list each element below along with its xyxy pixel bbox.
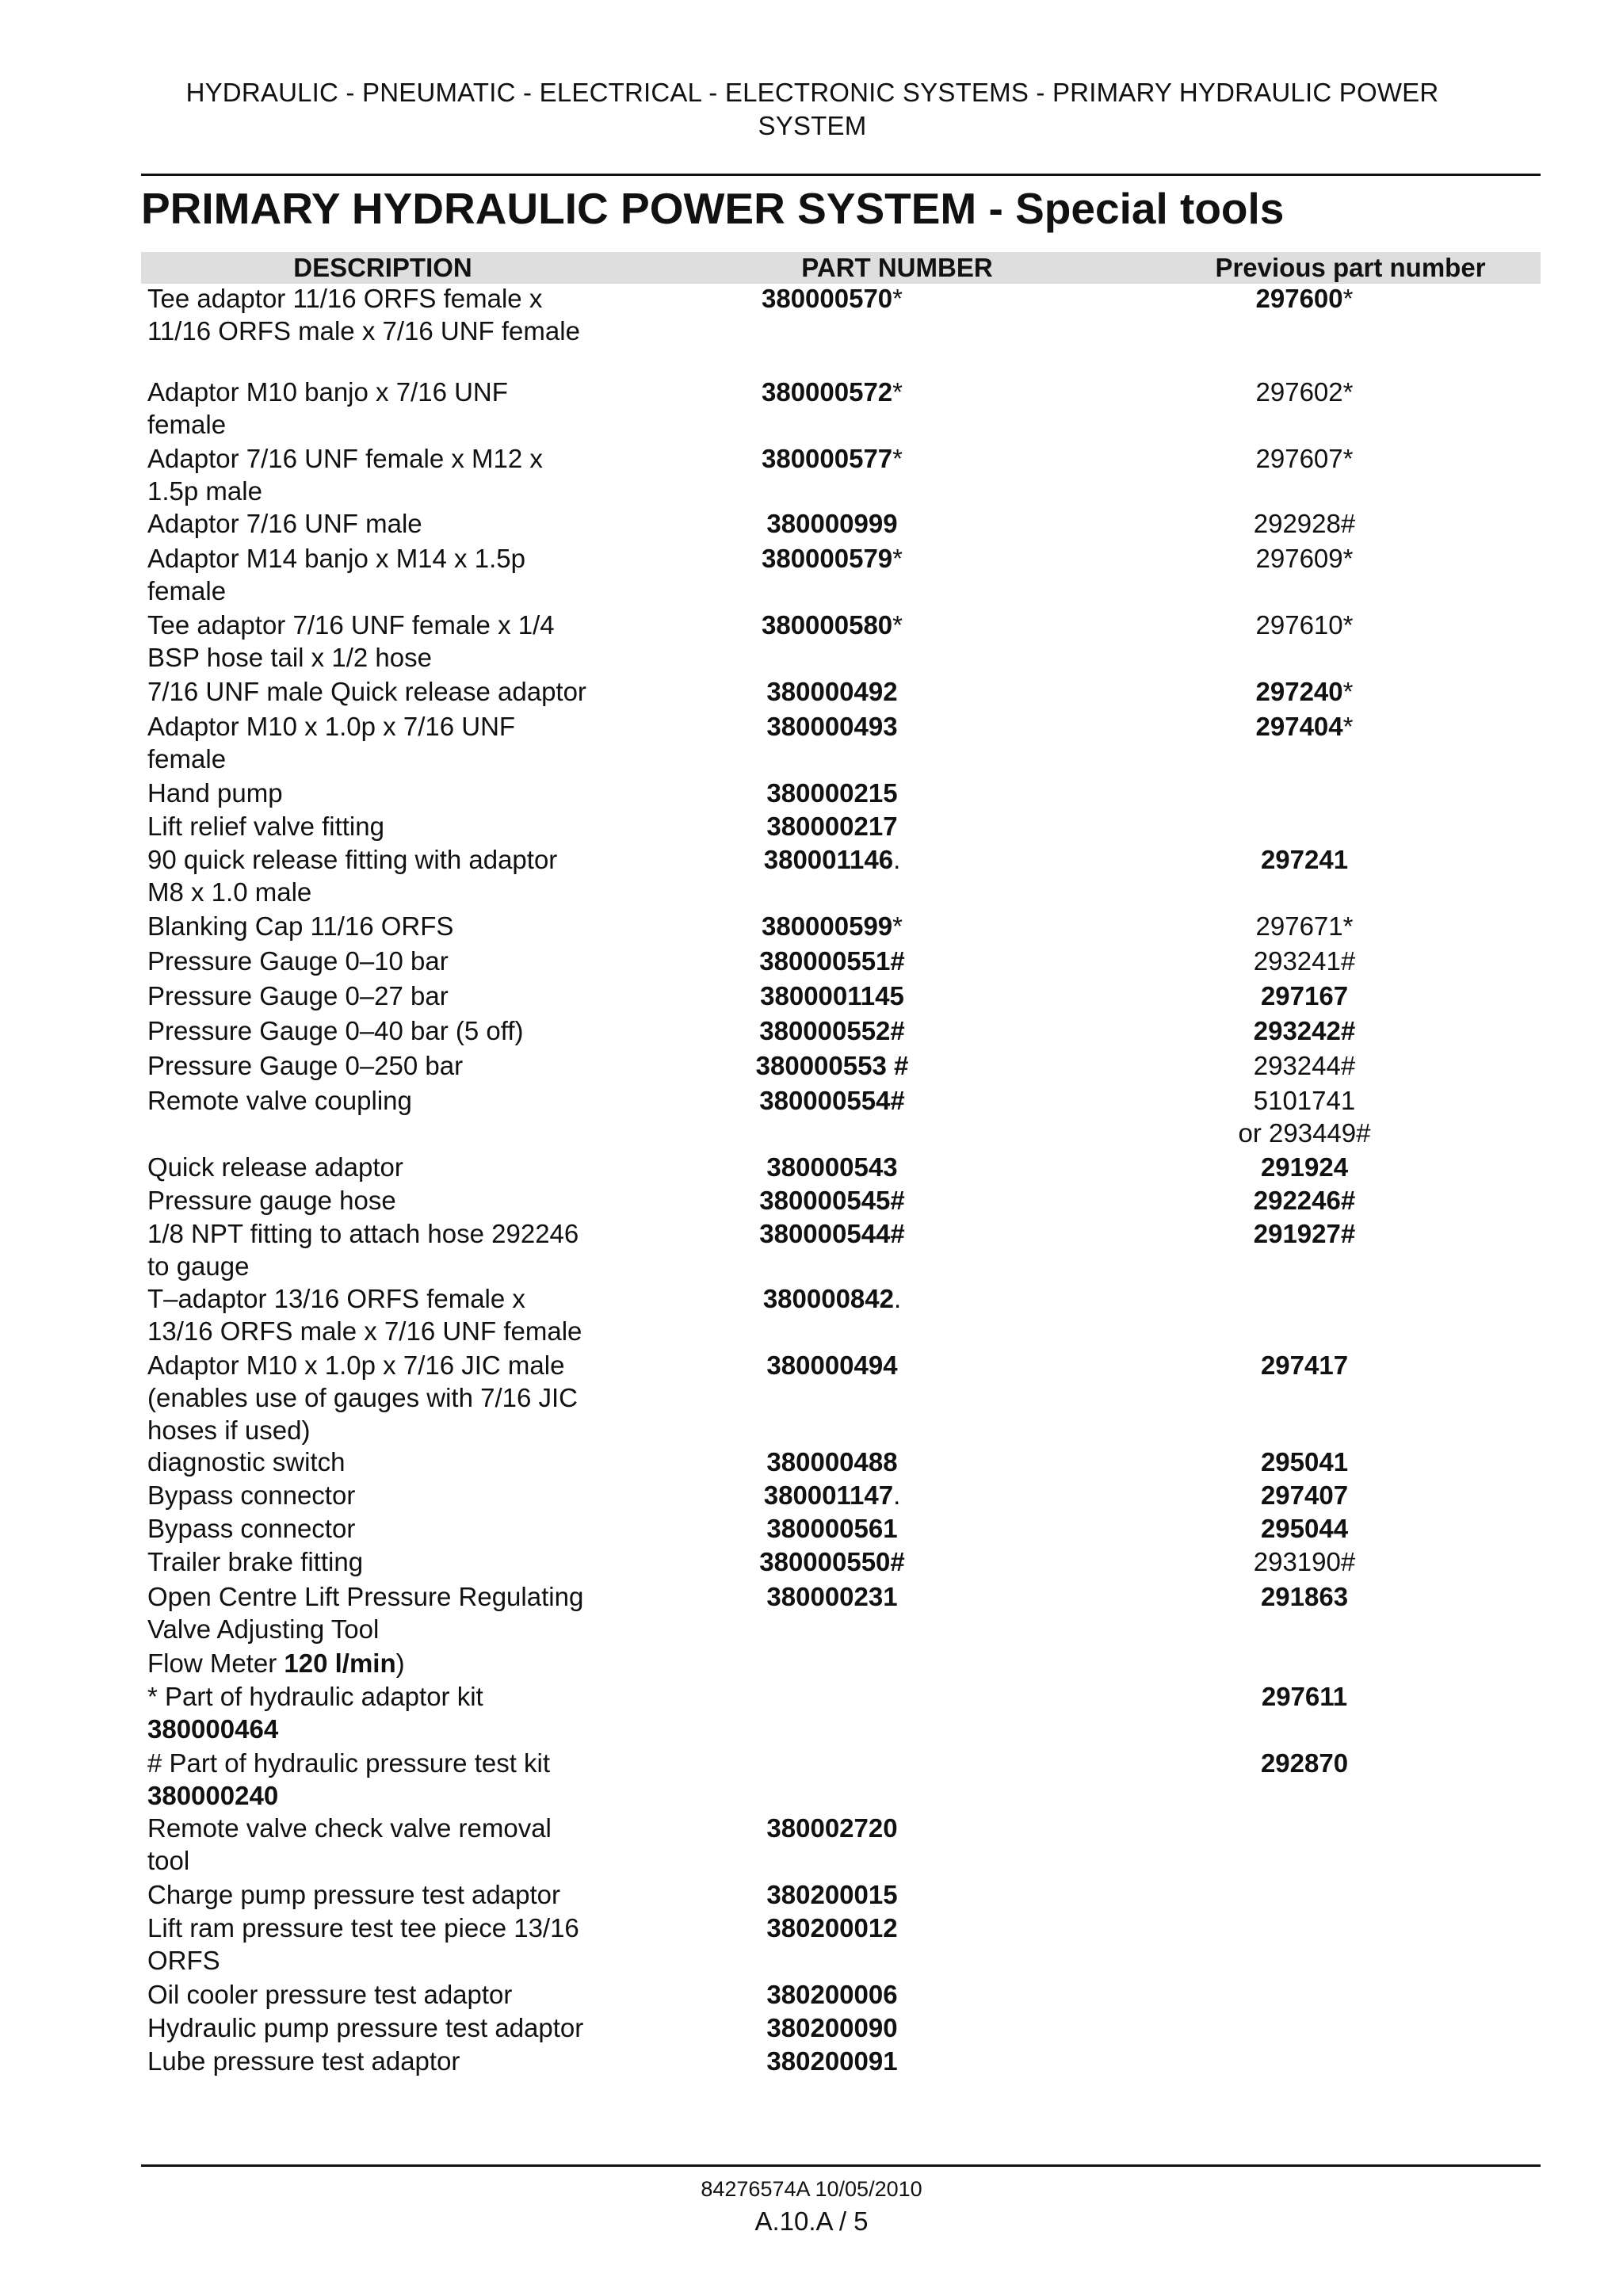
previous-part-number-cell xyxy=(1146,1545,1463,1578)
part-number-cell xyxy=(713,1978,951,2011)
previous-part-number-cell xyxy=(1146,1446,1463,1478)
part-number-cell xyxy=(713,2011,951,2044)
previous-part-number: 297609* xyxy=(1255,544,1354,573)
tool-description xyxy=(147,507,623,540)
previous-part-number-cell xyxy=(1146,1184,1463,1217)
description-text: Oil cooler pressure test adaptor xyxy=(147,1980,513,2009)
previous-part-number: 297611 xyxy=(1261,1682,1348,1711)
description-text: T–adaptor 13/16 ORFS female x 13/16 ORFS male x 7/16 UNF female xyxy=(147,1284,582,1346)
description-text: Remote valve coupling xyxy=(147,1086,412,1115)
tool-description xyxy=(147,2011,623,2044)
previous-part-number: 295044 xyxy=(1260,1514,1349,1543)
part-number: 380000543 xyxy=(766,1152,898,1182)
tool-description xyxy=(147,910,623,942)
previous-part-number-cell xyxy=(1146,1580,1463,1613)
running-header-line2: SYSTEM xyxy=(758,111,867,140)
previous-part-number-cell xyxy=(1146,542,1463,575)
part-number-suffix: * xyxy=(892,284,903,313)
part-number-cell xyxy=(713,376,951,408)
previous-part-number: 291863 xyxy=(1260,1582,1349,1611)
description-text: Quick release adaptor xyxy=(147,1152,403,1182)
part-number: 380002720 xyxy=(766,1813,898,1843)
previous-part-number-cell xyxy=(1146,980,1463,1012)
part-number-cell xyxy=(713,1512,951,1545)
previous-part-number-cell xyxy=(1146,1479,1463,1511)
previous-part-number-cell xyxy=(1146,1217,1463,1250)
description-text: Pressure gauge hose xyxy=(147,1186,396,1215)
part-number: 380001147 xyxy=(763,1480,894,1510)
previous-part-number: 292246# xyxy=(1253,1186,1356,1215)
previous-part-number-cell xyxy=(1146,910,1463,942)
description-text: Lift relief valve fitting xyxy=(147,812,384,841)
tool-description xyxy=(147,1184,623,1217)
description-text: Adaptor M10 x 1.0p x 7/16 UNF female xyxy=(147,712,516,774)
tool-description xyxy=(147,1647,623,1679)
tool-description xyxy=(147,542,623,607)
tool-description xyxy=(147,1580,623,1645)
previous-part-number-cell xyxy=(1146,1049,1463,1082)
previous-part-number-cell xyxy=(1146,1349,1463,1381)
previous-part-number: 297167 xyxy=(1260,981,1349,1010)
tool-description xyxy=(147,282,623,347)
previous-part-number-cell xyxy=(1146,442,1463,475)
tool-description xyxy=(147,1084,623,1117)
description-text: Remote valve check valve removal tool xyxy=(147,1813,552,1875)
part-number-cell xyxy=(713,675,951,708)
part-number-cell xyxy=(713,1545,951,1578)
part-number: 380000544# xyxy=(759,1219,905,1248)
part-number-suffix: . xyxy=(893,1480,901,1510)
part-number: 380000579 xyxy=(761,544,893,573)
part-number-cell xyxy=(713,542,951,575)
previous-part-number: 291927# xyxy=(1253,1219,1356,1248)
previous-part-number: 297407 xyxy=(1260,1480,1349,1510)
part-number: 380200091 xyxy=(766,2046,898,2076)
part-number-cell xyxy=(713,1912,951,1944)
part-number: 380000550# xyxy=(759,1547,905,1576)
tool-description xyxy=(147,945,623,977)
part-number-cell xyxy=(713,1878,951,1911)
column-header-part-number: PART NUMBER xyxy=(801,253,993,282)
page-title: PRIMARY HYDRAULIC POWER SYSTEM - Special tools xyxy=(141,184,1285,233)
part-number-cell xyxy=(713,507,951,540)
previous-part-number-cell xyxy=(1146,1512,1463,1545)
part-number: 380200012 xyxy=(766,1913,898,1943)
previous-part-number: 297417 xyxy=(1260,1350,1349,1380)
description-text: Adaptor 7/16 UNF female x M12 x 1.5p male xyxy=(147,444,543,506)
previous-part-number: 5101741 or 293449# xyxy=(1238,1086,1371,1148)
part-number-cell xyxy=(713,810,951,842)
part-number: 380000494 xyxy=(766,1350,898,1380)
previous-part-number: 297404 xyxy=(1255,712,1343,741)
description-text: Trailer brake fitting xyxy=(147,1547,364,1576)
tool-description xyxy=(147,1049,623,1082)
description-text: Hydraulic pump pressure test adaptor xyxy=(147,2013,584,2042)
description-text: Bypass connector xyxy=(147,1514,356,1543)
previous-part-number-cell xyxy=(1146,843,1463,876)
part-number: 380000554# xyxy=(759,1086,905,1115)
running-header-line1: HYDRAULIC - PNEUMATIC - ELECTRICAL - ELECTRONIC SYSTEMS - PRIMARY HYDRAULIC POWER xyxy=(185,78,1439,107)
part-number: 380000999 xyxy=(766,509,898,538)
tool-description xyxy=(147,442,623,507)
previous-part-number-suffix: * xyxy=(1342,677,1354,706)
part-number-cell xyxy=(713,945,951,977)
description-text: Pressure Gauge 0–250 bar xyxy=(147,1051,464,1080)
previous-part-number: 293242# xyxy=(1253,1016,1356,1045)
part-number: 380000493 xyxy=(766,712,898,741)
part-number-suffix: . xyxy=(893,845,901,874)
description-text: Adaptor 7/16 UNF male xyxy=(147,509,422,538)
part-number-cell xyxy=(713,710,951,743)
description-text: Adaptor M10 banjo x 7/16 UNF female xyxy=(147,377,508,439)
previous-part-number-cell xyxy=(1146,1084,1463,1149)
column-header-previous-part-number: Previous part number xyxy=(1215,253,1486,282)
previous-part-number-suffix: * xyxy=(1342,284,1354,313)
part-number: 380000577 xyxy=(761,444,893,473)
previous-part-number-cell xyxy=(1146,945,1463,977)
previous-part-number: 297607* xyxy=(1255,444,1354,473)
part-number: 380000572 xyxy=(761,377,893,407)
previous-part-number-cell xyxy=(1146,1747,1463,1779)
part-number-cell xyxy=(713,1479,951,1511)
tool-description xyxy=(147,1978,623,2011)
part-number: 380000215 xyxy=(766,778,898,808)
previous-part-number-cell xyxy=(1146,1151,1463,1183)
part-number: 380200015 xyxy=(766,1880,898,1909)
part-number: 380000842 xyxy=(762,1284,894,1313)
previous-part-number: 292870 xyxy=(1260,1748,1349,1778)
part-number-cell xyxy=(713,1446,951,1478)
kit-part-number: 380000464 xyxy=(147,1714,279,1744)
previous-part-number: 297240 xyxy=(1255,677,1343,706)
part-number: 380000561 xyxy=(766,1514,898,1543)
tool-description xyxy=(147,1878,623,1911)
previous-part-number-suffix: * xyxy=(1342,712,1354,741)
footer-rule xyxy=(141,2164,1541,2167)
description-text: Lube pressure test adaptor xyxy=(147,2046,460,2076)
part-number-cell xyxy=(713,1151,951,1183)
tool-description xyxy=(147,1747,623,1812)
part-number-cell xyxy=(713,1812,951,1844)
description-text: Pressure Gauge 0–27 bar xyxy=(147,981,449,1010)
tool-description xyxy=(147,1912,623,1977)
part-number: 380000551# xyxy=(759,946,905,976)
tool-description xyxy=(147,1680,623,1745)
previous-part-number: 297671* xyxy=(1255,911,1354,941)
part-number-cell xyxy=(713,442,951,475)
description-text: Lift ram pressure test tee piece 13/16 ORFS xyxy=(147,1913,579,1975)
tool-description xyxy=(147,810,623,842)
page-number: A.10.A / 5 xyxy=(754,2206,869,2236)
previous-part-number: 295041 xyxy=(1260,1447,1349,1477)
previous-part-number-cell xyxy=(1146,710,1463,743)
tool-description xyxy=(147,1545,623,1578)
part-number-cell xyxy=(713,2045,951,2077)
description-text: Pressure Gauge 0–40 bar (5 off) xyxy=(147,1016,524,1045)
part-number: 380000492 xyxy=(766,677,898,706)
part-number-cell xyxy=(713,1184,951,1217)
part-number-cell xyxy=(713,1580,951,1613)
previous-part-number: 293190# xyxy=(1253,1547,1356,1576)
description-text: Charge pump pressure test adaptor xyxy=(147,1880,560,1909)
previous-part-number-cell xyxy=(1146,1680,1463,1713)
description-text: diagnostic switch xyxy=(147,1447,346,1477)
previous-part-number-cell xyxy=(1146,507,1463,540)
tool-description xyxy=(147,1812,623,1877)
tool-description xyxy=(147,980,623,1012)
description-text: Flow Meter xyxy=(147,1648,285,1678)
part-number-suffix: * xyxy=(892,911,903,941)
part-number: 380000217 xyxy=(766,812,898,841)
part-number: 380000553 # xyxy=(755,1051,909,1080)
part-number-cell xyxy=(713,1049,951,1082)
tool-description xyxy=(147,609,623,674)
document-reference: 84276574A 10/05/2010 xyxy=(701,2177,922,2201)
part-number: 380001146 xyxy=(763,845,894,874)
flow-rate: 120 l/min xyxy=(284,1648,396,1678)
previous-part-number: 297600 xyxy=(1255,284,1343,313)
tool-description xyxy=(147,675,623,708)
description-text: Pressure Gauge 0–10 bar xyxy=(147,946,449,976)
part-number: 380000231 xyxy=(766,1582,898,1611)
tool-description xyxy=(147,376,623,441)
part-number-suffix: * xyxy=(892,610,903,640)
previous-part-number: 292928# xyxy=(1253,509,1356,538)
tool-description xyxy=(147,1282,623,1347)
tool-description xyxy=(147,2045,623,2077)
part-number-cell xyxy=(713,609,951,641)
part-number-cell xyxy=(713,910,951,942)
description-text: Adaptor M10 x 1.0p x 7/16 JIC male (enables use of gauges with 7/16 JIC hoses if used) xyxy=(147,1350,579,1445)
tool-description xyxy=(147,843,623,908)
part-number-suffix: . xyxy=(894,1284,902,1313)
part-number-cell xyxy=(713,1014,951,1047)
description-text: # Part of hydraulic pressure test kit xyxy=(147,1748,551,1778)
part-number-cell xyxy=(713,1349,951,1381)
description-text: 90 quick release fitting with adaptor M8 x 1.0 male xyxy=(147,845,558,907)
part-number-suffix: * xyxy=(892,444,903,473)
part-number-cell xyxy=(713,1282,951,1315)
part-number-suffix: * xyxy=(892,544,903,573)
kit-part-number: 380000240 xyxy=(147,1781,279,1810)
tool-description xyxy=(147,1512,623,1545)
part-number: 380000488 xyxy=(766,1447,898,1477)
part-number-cell xyxy=(713,1084,951,1117)
description-text: 7/16 UNF male Quick release adaptor xyxy=(147,677,586,706)
previous-part-number-cell xyxy=(1146,609,1463,641)
tool-description xyxy=(147,1217,623,1282)
previous-part-number-cell xyxy=(1146,675,1463,708)
previous-part-number: 293244# xyxy=(1253,1051,1356,1080)
previous-part-number: 297241 xyxy=(1260,845,1349,874)
previous-part-number-cell xyxy=(1146,282,1463,315)
tool-description xyxy=(147,710,623,775)
part-number-cell xyxy=(713,777,951,809)
part-number: 380000580 xyxy=(761,610,893,640)
part-number: 380000552# xyxy=(759,1016,905,1045)
part-number-suffix: * xyxy=(892,377,903,407)
tool-description xyxy=(147,1014,623,1047)
part-number: 3800001145 xyxy=(760,981,904,1010)
tool-description xyxy=(147,1446,623,1478)
description-text: Tee adaptor 11/16 ORFS female x 11/16 ORFS male x 7/16 UNF female xyxy=(147,284,580,346)
description-text: Blanking Cap 11/16 ORFS xyxy=(147,911,454,941)
part-number: 380200090 xyxy=(766,2013,898,2042)
description-text: Open Centre Lift Pressure Regulating Valve Adjusting Tool xyxy=(147,1582,584,1644)
part-number-cell xyxy=(713,282,951,315)
description-text: Bypass connector xyxy=(147,1480,356,1510)
column-header-description: DESCRIPTION xyxy=(293,253,472,282)
tool-description xyxy=(147,1151,623,1183)
previous-part-number: 297610* xyxy=(1255,610,1354,640)
tool-description xyxy=(147,777,623,809)
part-number-cell xyxy=(713,980,951,1012)
description-text: * Part of hydraulic adaptor kit xyxy=(147,1682,483,1711)
previous-part-number: 293241# xyxy=(1253,946,1356,976)
description-text: Tee adaptor 7/16 UNF female x 1/4 BSP hose tail x 1/2 hose xyxy=(147,610,555,672)
previous-part-number-cell xyxy=(1146,376,1463,408)
part-number-cell xyxy=(713,1217,951,1250)
part-number: 380200006 xyxy=(766,1980,898,2009)
previous-part-number: 297602* xyxy=(1255,377,1354,407)
description-text: 1/8 NPT fitting to attach hose 292246 to gauge xyxy=(147,1219,579,1281)
tool-description xyxy=(147,1479,623,1511)
part-number: 380000599 xyxy=(761,911,893,941)
part-number: 380000570 xyxy=(761,284,893,313)
previous-part-number-cell xyxy=(1146,1014,1463,1047)
description-text: Adaptor M14 banjo x M14 x 1.5p female xyxy=(147,544,525,606)
part-number-cell xyxy=(713,843,951,876)
tool-description xyxy=(147,1349,623,1446)
description-text: Hand pump xyxy=(147,778,283,808)
part-number: 380000545# xyxy=(759,1186,905,1215)
description-tail: ) xyxy=(395,1648,405,1678)
previous-part-number: 291924 xyxy=(1260,1152,1349,1182)
